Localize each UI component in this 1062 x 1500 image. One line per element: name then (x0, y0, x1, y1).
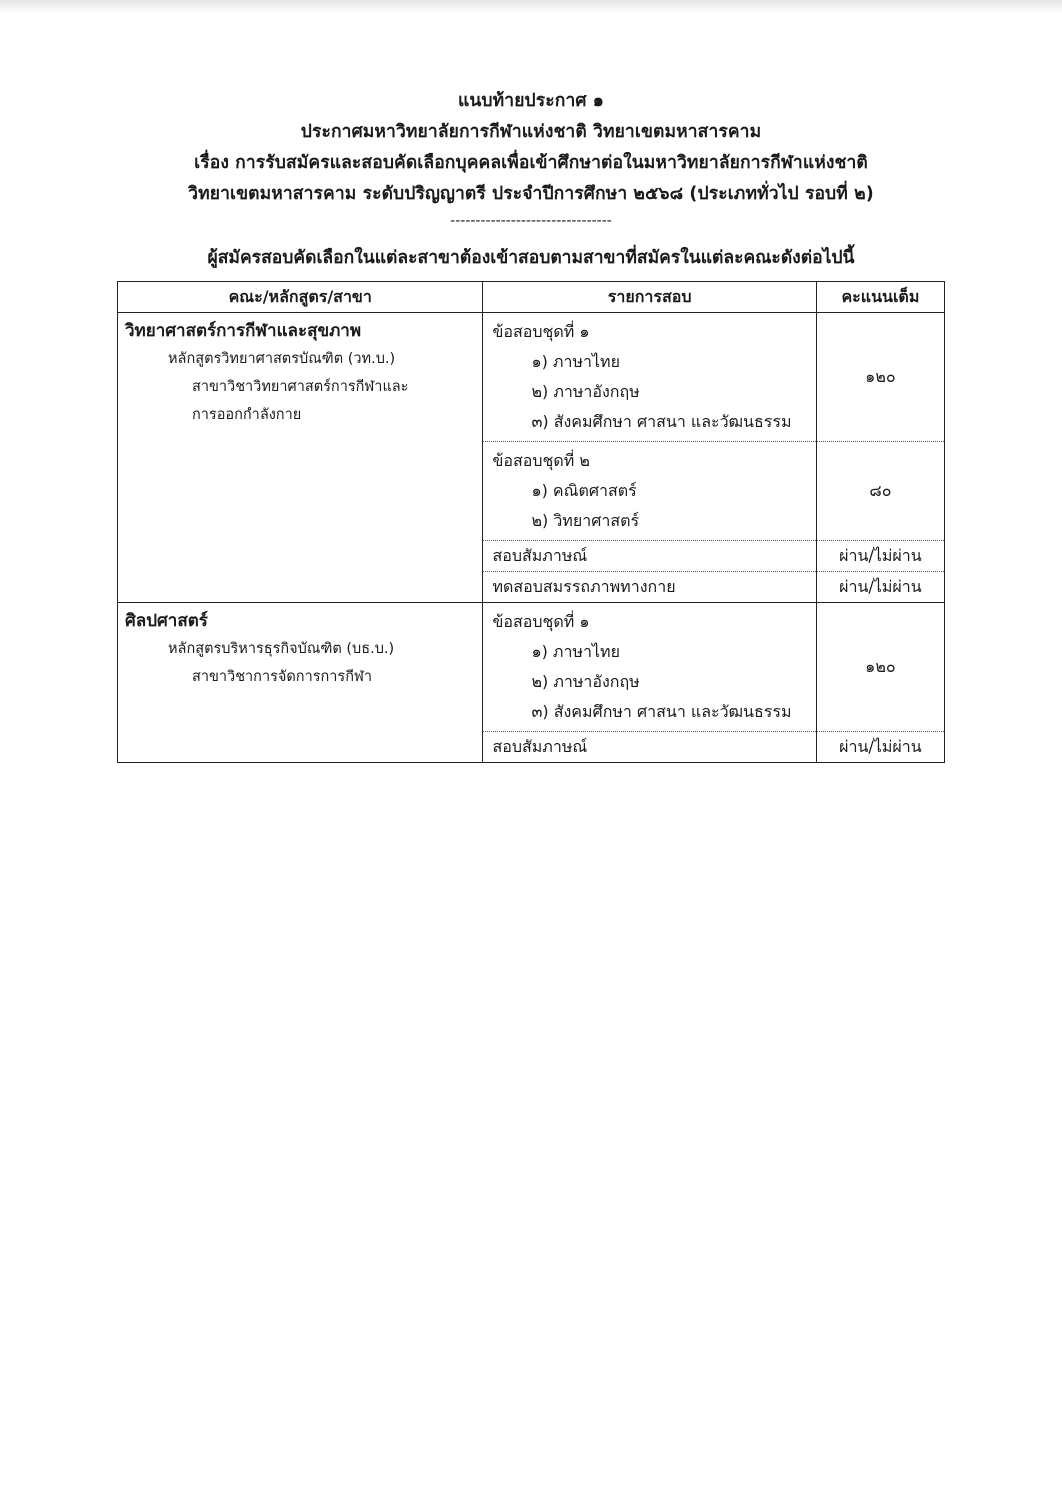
announcement-title: ประกาศมหาวิทยาลัยการกีฬาแห่งชาติ วิทยาเขตมหาสารคาม (300, 122, 762, 142)
header-score: คะแนนเต็ม (816, 282, 944, 313)
table-row (118, 603, 945, 732)
table-row (118, 313, 945, 442)
score-cell: ๘๐ (816, 442, 944, 541)
table-header-row (118, 282, 945, 313)
header-separator: -------------------------------- (450, 213, 612, 229)
exam-table (117, 281, 945, 763)
score-cell: ๑๒๐ (816, 313, 944, 442)
program-name: หลักสูตรวิทยาศาสตรบัณฑิต (วท.บ.) (168, 351, 396, 367)
exam-subject: ๑) ภาษาไทย (531, 352, 620, 371)
score-cell: ผ่าน/ไม่ผ่าน (816, 541, 944, 572)
exam-subject: ๑) ภาษาไทย (531, 642, 620, 661)
exam-set-cell (483, 603, 816, 732)
exam-set-cell (483, 442, 816, 541)
header-faculty: คณะ/หลักสูตร/สาขา (118, 282, 483, 313)
score-cell: ผ่าน/ไม่ผ่าน (816, 572, 944, 603)
program-name: หลักสูตรบริหารธุรกิจบัณฑิต (บธ.บ.) (168, 641, 395, 657)
subject-line: เรื่อง การรับสมัครและสอบคัดเลือกบุคคลเพื่อเข้าศึกษาต่อในมหาวิทยาลัยการกีฬาแห่งชาติ (194, 153, 868, 173)
score-cell: ผ่าน/ไม่ผ่าน (816, 732, 944, 763)
major-name: สาขาวิชาการจัดการการกีฬา (192, 669, 373, 685)
intro-text: ผู้สมัครสอบคัดเลือกในแต่ละสาขาต้องเข้าสอบตามสาขาที่สมัครในแต่ละคณะดังต่อไปนี้ (207, 248, 855, 268)
exam-subject: ๒) ภาษาอังกฤษ (531, 672, 640, 691)
attachment-title: แนบท้ายประกาศ ๑ (457, 91, 604, 111)
document-header (0, 86, 1062, 230)
header-exam: รายการสอบ (483, 282, 816, 313)
exam-item: ทดสอบสมรรถภาพทางกาย (483, 572, 816, 603)
exam-set-cell (483, 313, 816, 442)
exam-subject: ๒) วิทยาศาสตร์ (531, 511, 640, 530)
major-name: สาขาวิชาวิทยาศาสตร์การกีฬาและ (192, 379, 409, 395)
faculty-cell (118, 313, 483, 603)
exam-item: สอบสัมภาษณ์ (483, 732, 816, 763)
exam-subject: ๓) สังคมศึกษา ศาสนา และวัฒนธรรม (531, 412, 792, 431)
exam-set-title: ข้อสอบชุดที่ ๑ (492, 612, 590, 631)
exam-set-title: ข้อสอบชุดที่ ๑ (492, 322, 590, 341)
faculty-name: วิทยาศาสตร์การกีฬาและสุขภาพ (125, 321, 362, 341)
faculty-name: ศิลปศาสตร์ (125, 611, 208, 631)
score-cell: ๑๒๐ (816, 603, 944, 732)
exam-set-title: ข้อสอบชุดที่ ๒ (492, 451, 590, 470)
major-name-continued: การออกกำลังกาย (192, 407, 302, 423)
exam-item: สอบสัมภาษณ์ (483, 541, 816, 572)
subject-line-continued: วิทยาเขตมหาสารคาม ระดับปริญญาตรี ประจำปีการศึกษา ๒๕๖๘ (ประเภททั่วไป รอบที่ ๒) (188, 184, 874, 204)
scan-edge-shadow (0, 0, 1062, 14)
exam-subject: ๑) คณิตศาสตร์ (531, 481, 637, 500)
faculty-cell (118, 603, 483, 763)
exam-subject: ๓) สังคมศึกษา ศาสนา และวัฒนธรรม (531, 702, 792, 721)
exam-subject: ๒) ภาษาอังกฤษ (531, 382, 640, 401)
